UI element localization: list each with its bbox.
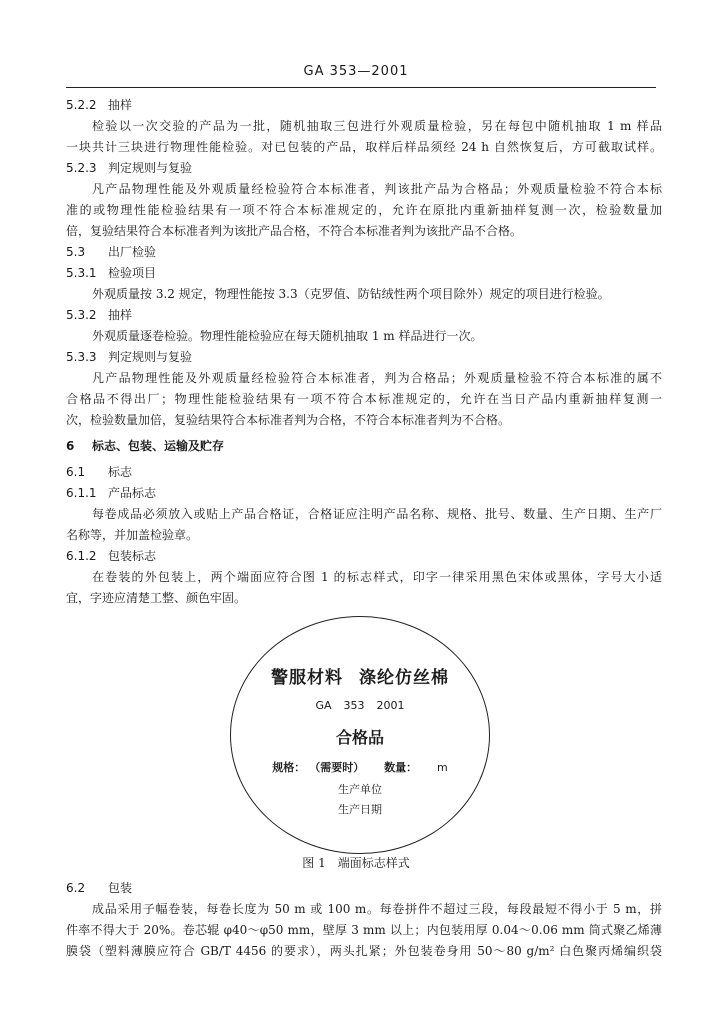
label-product-name — [231, 663, 489, 688]
paragraph-line: 倍，复验结果符合本标准者判为该批产品合格，不符合本标准者判为该批产品不合格。 — [66, 224, 523, 238]
section-heading-5-3-1 — [66, 263, 662, 283]
section-heading-5-3-3 — [66, 347, 662, 367]
label-standard-code — [231, 699, 489, 712]
figure-caption-text: 端面标志样式 — [337, 856, 410, 870]
figure-caption — [0, 854, 712, 871]
label-std-prefix: GA — [315, 699, 332, 712]
section-heading-6-1-1 — [66, 483, 662, 503]
section-number: 5.3.2 — [66, 308, 97, 322]
paragraph-line: 凡产品物理性能及外观质量经检验符合本标准者，判该批产品为合格品；外观质量检验不符合本标 — [92, 182, 662, 196]
section-heading-5-2-2 — [66, 95, 662, 115]
section-title: 产品标志 — [108, 486, 157, 500]
section-title: 标志 — [108, 465, 133, 479]
label-spec-label: 规格： — [272, 761, 306, 774]
section-title: 判定规则与复验 — [108, 350, 193, 364]
label-spec-qty-line — [231, 759, 489, 775]
chapter-number: 6 — [66, 439, 75, 453]
chapter-title: 标志、包装、运输及贮存 — [92, 439, 225, 453]
paragraph-line: 在卷装的外包装上，两个端面应符合图 1 的标志样式，印字一律采用黑色宋体或黑体，字号大小适 — [92, 570, 662, 584]
section-title: 抽样 — [108, 308, 133, 322]
paragraph-line: 次，检验数量加倍，复验结果符合本标准者判为合格，不符合本标准者判为不合格。 — [66, 413, 511, 427]
label-qty-unit: m — [436, 761, 448, 774]
section-heading-5-3 — [66, 242, 662, 262]
section-title: 包装标志 — [108, 549, 157, 563]
section-title: 判定规则与复验 — [108, 161, 193, 175]
paragraph-line: 检验以一次交验的产品为一批，随机抽取三包进行外观质量检验，另在每包中随机抽取 1 m 样品 — [92, 119, 662, 133]
paragraph-line: 合格品不得出厂；物理性能检验结果有一项不符合本标准规定的，允许在当日产品内重新抽样复测一 — [66, 392, 662, 406]
section-number: 5.3 — [66, 245, 86, 259]
paragraph-line: 膜袋（塑料薄膜应符合 GB/T 4456 的要求），两头扎紧；外包装卷身用 50～80 g/m² 白色聚丙烯编织袋 — [66, 944, 662, 958]
label-std-year: 2001 — [376, 699, 405, 712]
paragraph-line: 名称等，并加盖检验章。 — [66, 528, 199, 542]
section-number: 5.3.3 — [66, 350, 97, 364]
header-rule — [66, 87, 656, 88]
paragraph-line: 一块共计三块进行物理性能检验。对已包装的产品，取样后样品须经 24 h 自然恢复后，方可截取试样。 — [66, 140, 662, 154]
section-title: 检验项目 — [108, 266, 157, 280]
page-header-code: GA 353—2001 — [303, 64, 409, 79]
paragraph-line: 件率不得大于 20%。卷芯辊 φ40～φ50 mm，壁厚 3 mm 以上；内包装用厚 0.04～0.06 mm 筒式聚乙烯薄 — [66, 923, 662, 937]
section-number: 6.1 — [66, 465, 86, 479]
section-heading-5-3-2 — [66, 305, 662, 325]
section-number: 5.2.2 — [66, 98, 97, 112]
paragraph-line: 外观质量逐卷检验。物理性能检验应在每天随机抽取 1 m 样品进行一次。 — [92, 329, 483, 343]
section-heading-6-1 — [66, 462, 662, 482]
paragraph-line: 准的或物理性能检验结果有一项不符合本标准规定的，允许在原批内重新抽样复测一次，检验数量加 — [66, 203, 662, 217]
label-fiber: 涤纶仿丝棉 — [359, 668, 449, 688]
figure-number: 图 1 — [302, 856, 326, 870]
paragraph-line: 每卷成品必须放入或贴上产品合格证，合格证应注明产品名称、规格、批号、数量、生产日期、生产厂 — [92, 507, 662, 521]
section-title: 抽样 — [108, 98, 133, 112]
paragraph-line: 外观质量按 3.2 规定，物理性能按 3.3（克罗值、防钻绒性两个项目除外）规定的项目进行检验。 — [92, 287, 610, 301]
end-face-label-figure — [230, 616, 490, 854]
label-spec-value: （需要时） — [309, 761, 365, 774]
paragraph-line: 成品采用子幅卷装，每卷长度为 50 m 或 100 m。每卷拼件不超过三段，每段最短不得小于 5 m，拼 — [92, 902, 662, 916]
label-qty-label: 数量： — [384, 761, 418, 774]
section-number: 6.1.1 — [66, 486, 97, 500]
label-production-date: 生产日期 — [338, 803, 382, 816]
section-heading-6-2 — [66, 878, 662, 898]
section-title: 出厂检验 — [108, 245, 157, 259]
label-qualified: 合格品 — [335, 728, 384, 747]
paragraph-line: 宜，字迹应清楚工整、颜色牢固。 — [66, 591, 247, 605]
label-std-num: 353 — [343, 699, 365, 712]
section-title: 包装 — [108, 881, 133, 895]
section-number: 6.2 — [66, 881, 86, 895]
section-heading-5-2-3 — [66, 158, 662, 178]
paragraph-line: 凡产品物理性能及外观质量经检验符合本标准者，判为合格品；外观质量检验不符合本标准的属不 — [92, 371, 662, 385]
section-heading-6-1-2 — [66, 546, 662, 566]
label-material: 警服材料 — [271, 668, 343, 688]
chapter-heading-6 — [66, 436, 662, 456]
section-number: 6.1.2 — [66, 549, 97, 563]
section-number: 5.2.3 — [66, 161, 97, 175]
label-manufacturer: 生产单位 — [338, 783, 382, 796]
section-number: 5.3.1 — [66, 266, 97, 280]
